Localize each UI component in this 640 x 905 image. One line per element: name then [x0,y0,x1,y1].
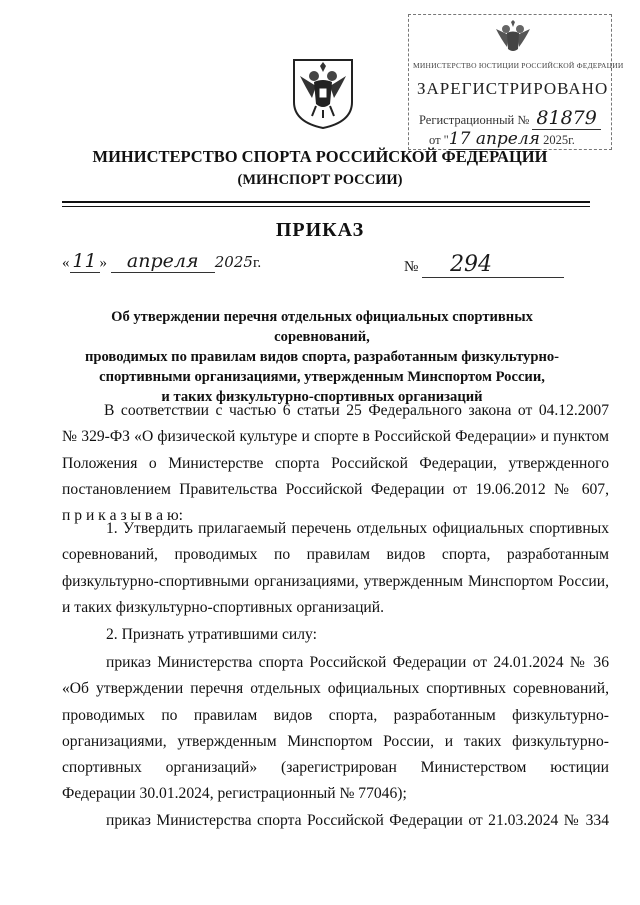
stamp-registered-label: ЗАРЕГИСТРИРОВАНО [417,79,609,98]
order-date [62,250,261,273]
heading-line: и таких физкультурно-спортивных организаций [161,389,483,405]
body-line: спортивных организаций» (зарегистрирован Министерством юстиции [62,759,609,777]
stamp-ministry-name: МИНИСТЕРСТВО ЮСТИЦИИ РОССИЙСКОЙ ФЕДЕРАЦИИ [413,61,624,70]
document-title: ПРИКАЗ [275,219,365,241]
body-line: В соответствии с частью 6 статьи 25 Федерального закона от 04.12.2007 [104,402,609,419]
body-line: организациями, утвержденным Минспортом России, и таких физкультурно- [62,732,609,750]
order-date-close-quote: » [99,255,107,271]
stamp-date-year: 2025г. [539,133,575,147]
order-heading [62,307,582,407]
stamp-date-handwritten: 17 апреля [448,129,540,149]
item-2-paragraph [62,622,609,648]
ministry-name: МИНИСТЕРСТВО СПОРТА РОССИЙСКОЙ ФЕДЕРАЦИИ [92,147,548,166]
repealed-order-2-paragraph [62,808,609,834]
repealed-order-1-paragraph [62,650,609,808]
russian-coat-of-arms-emblem [292,58,354,130]
ministry-abbrev: (МИНСПОРТ РОССИИ) [237,172,403,188]
body-line: «Об утверждении перечня отдельных официальных спортивных соревнований, [62,680,609,698]
header-divider-thick [62,201,590,203]
body-line: приказ Министерства спорта Российской Федерации от 24.01.2024 № 36 [106,654,609,671]
body-line: № 329-ФЗ «О физической культуре и спорте в Российской Федерации» и пунктом [62,428,609,446]
order-date-open-quote: « [62,255,70,271]
body-line: Положения о Министерстве спорта Российской Федерации, утвержденного [62,454,609,472]
item-1-paragraph [62,516,609,621]
stamp-regno-label: Регистрационный № [419,113,530,127]
body-line: физкультурно-спортивными организациями, утвержденным Минспортом России, [62,572,609,590]
stamp-emblem-icon [493,19,533,57]
body-line: проводимых по правилам видов спорта, разработанным физкультурно- [62,706,609,724]
body-line: постановлением Правительства Российской Федерации от 19.06.2012 № 607, [62,480,609,498]
order-date-year: 2025 [214,253,253,271]
preamble-paragraph [62,398,609,529]
stamp-regno-value: 81879 [532,107,600,130]
order-date-suffix: г. [252,255,262,271]
body-line: 2. Признать утратившими силу: [106,626,317,643]
heading-line: Об утверждении перечня отдельных официальных спортивных соревнований, [111,309,533,345]
order-date-day: 11 [70,250,100,273]
body-line: и таких физкультурно-спортивных организаций. [62,598,385,616]
body-line: 1. Утвердить прилагаемый перечень отдельных официальных спортивных [106,520,609,537]
header-divider-thin [62,206,590,207]
order-number-value: 294 [422,252,564,278]
stamp-date-prefix: от " [429,133,449,147]
body-line: Федерации 30.01.2024, регистрационный № 77046); [62,785,407,803]
heading-line: спортивными организациями, утвержденным Минспортом России, [99,369,545,385]
stamp-registration-number [419,107,601,129]
body-line: соревнований, проводимых по правилам видов спорта, разработанным [62,546,609,564]
order-number [404,252,564,278]
stamp-date [429,129,575,149]
order-number-label: № [404,259,419,275]
order-date-month: апреля [111,250,215,273]
body-line: приказ Министерства спорта Российской Федерации от 21.03.2024 № 334 [106,812,609,829]
heading-line: проводимых по правилам видов спорта, разработанным физкультурно- [84,349,560,365]
registration-stamp [408,14,624,150]
body-line-order-word: п р и к а з ы в а ю: [62,507,183,525]
